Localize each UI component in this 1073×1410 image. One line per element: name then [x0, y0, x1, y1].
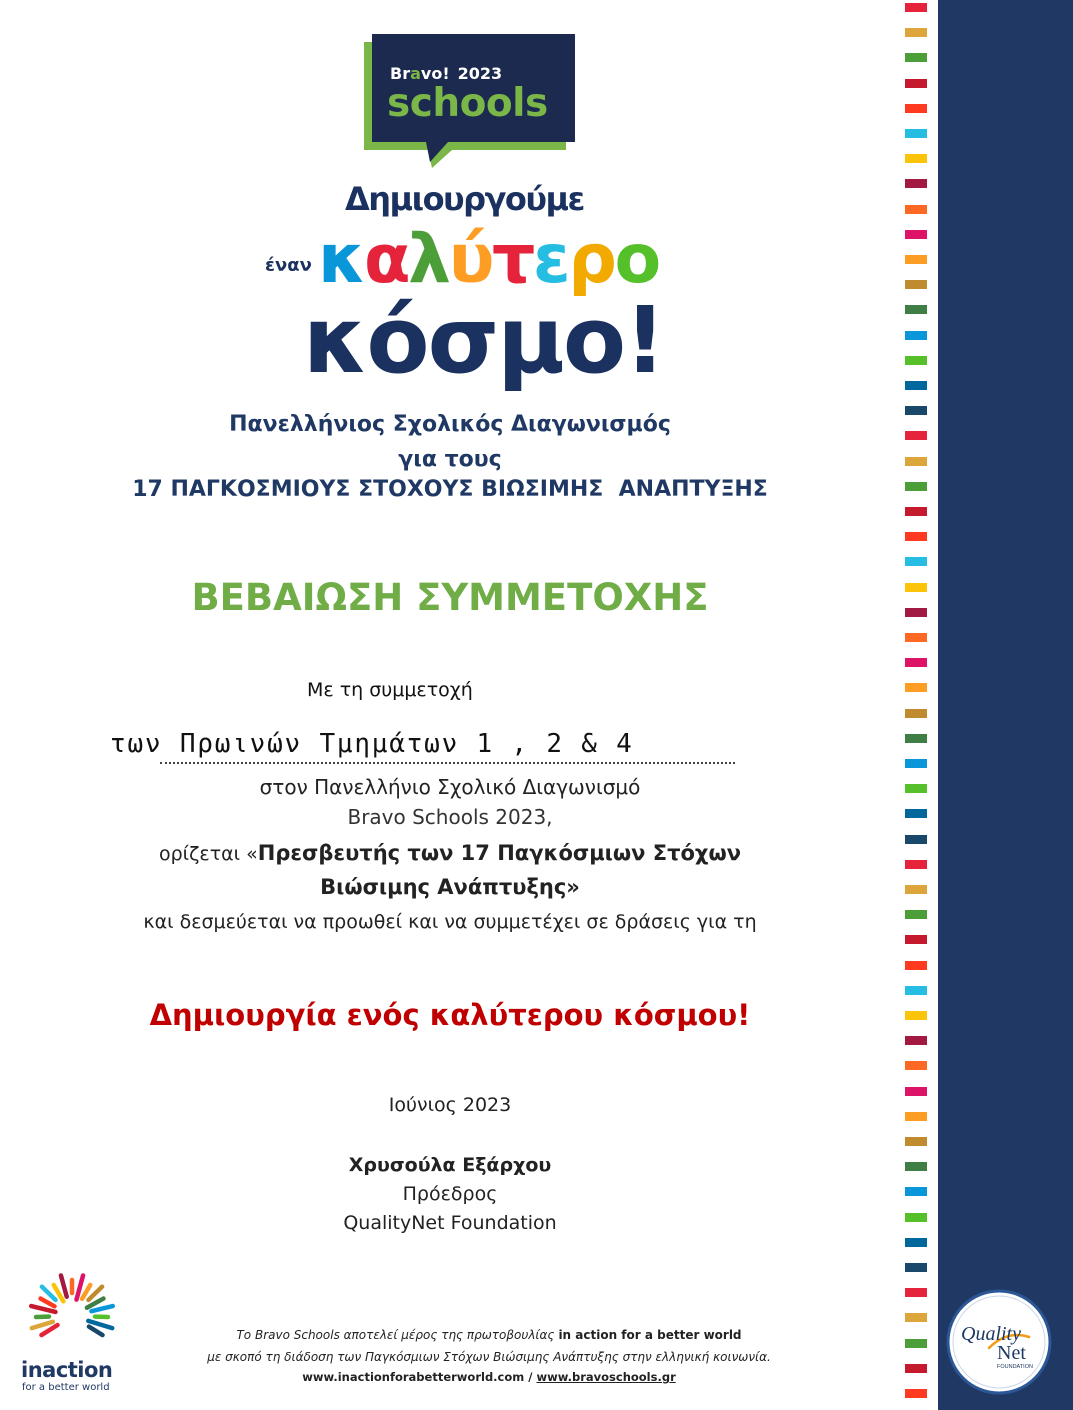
sdg-stripe [905, 557, 927, 566]
footer-link-inaction[interactable]: www.inactionforabetterworld.com [302, 1370, 525, 1384]
footer-link-bravoschools[interactable]: www.bravoschools.gr [536, 1370, 676, 1384]
better-word-letter: λ [408, 220, 449, 299]
better-word-letter: α [363, 220, 409, 299]
commitment-text: και δεσμεύεται να προωθεί και να συμμετέχει σε δράσεις για τη [143, 911, 757, 933]
in-competition-text: στον Πανελλήνιο Σχολικό Διαγωνισμό [259, 775, 641, 799]
sdg-stripe [905, 633, 927, 642]
logo-year: 2023 [457, 64, 503, 83]
sdg-stripe [905, 1036, 927, 1045]
sdg-stripe [905, 129, 927, 138]
sdg-stripe [905, 759, 927, 768]
signatory-organization: QualityNet Foundation [343, 1212, 557, 1234]
sdg-stripe [905, 784, 927, 793]
certificate-date: Ιούνιος 2023 [388, 1094, 512, 1116]
inaction-logo-word: inaction [21, 1358, 113, 1382]
better-word-letter: τ [491, 220, 533, 299]
sdg-stripe [905, 457, 927, 466]
logo-brand-a: a [410, 64, 421, 83]
sdg-stripe [905, 1187, 927, 1196]
better-word-letter: κ [318, 220, 364, 299]
sdg-stripe [905, 1061, 927, 1070]
sdg-stripe [905, 1313, 927, 1322]
sdg-stripe [905, 305, 927, 314]
sdg-stripe [905, 280, 927, 289]
sdg-stripe [905, 532, 927, 541]
sdg-stripe [905, 79, 927, 88]
sdg-stripe [905, 1011, 927, 1020]
better-word-letter: ρ [568, 220, 615, 299]
sdg-stripe [905, 431, 927, 440]
better-word-letter: ο [614, 220, 659, 299]
inaction-sunburst-dash [61, 1275, 67, 1296]
sdg-stripe [905, 986, 927, 995]
with-participation-label: Με τη συμμετοχή [307, 679, 473, 701]
better-word-letter: ύ [448, 220, 492, 299]
sdg-stripe [905, 885, 927, 894]
sdg-stripe [905, 658, 927, 667]
footer-line-1-text: Το Bravo Schools αποτελεί μέρος της πρωτοβουλίας [236, 1328, 555, 1342]
designation-prefix: ορίζεται « [158, 843, 258, 865]
sdg-stripe [905, 709, 927, 718]
sdg-stripe [905, 230, 927, 239]
logo-brand-post: vo! [420, 64, 450, 83]
certificate-title: ΒΕΒΑΙΩΣΗ ΣΥΜΜΕΤΟΧΗΣ [191, 576, 709, 619]
sdg-stripe [905, 104, 927, 113]
sdg-stripe [905, 835, 927, 844]
competition-line-1: Πανελλήνιος Σχολικός Διαγωνισμός [229, 412, 671, 437]
footer-initiative: in action for a better world [558, 1328, 742, 1342]
sdg-stripe [905, 1389, 927, 1398]
sdg-stripe [905, 1213, 927, 1222]
competition-name: Bravo Schools 2023, [347, 805, 553, 829]
qualitynet-logo-net: Net [997, 1342, 1026, 1364]
sdg-stripe [905, 507, 927, 516]
sdg-stripe [905, 356, 927, 365]
signatory-role: Πρόεδρος [402, 1183, 498, 1205]
better-word-letter: ε [532, 220, 569, 299]
footer-line-1 [89, 1326, 889, 1344]
sdg-stripe [905, 583, 927, 592]
sdg-stripe [905, 910, 927, 919]
footer-line-2: με σκοπό τη διάδοση των Παγκόσμιων Στόχων Βιώσιμης Ανάπτυξης στην ελληνική κοινωνία. [207, 1350, 771, 1364]
inaction-sunburst-dash [32, 1322, 53, 1328]
inaction-logo-tagline: for a better world [22, 1382, 110, 1393]
sdg-stripe [905, 935, 927, 944]
sdg-stripe [905, 734, 927, 743]
qualitynet-logo-foundation: FOUNDATION [997, 1364, 1033, 1370]
qualitynet-logo-quality: Quality [961, 1323, 1021, 1345]
headline-create: Δημιουργούμε [345, 180, 584, 218]
sdg-stripe [905, 1137, 927, 1146]
sdg-stripe [905, 608, 927, 617]
qualitynet-foundation-logo [945, 1288, 1053, 1396]
sdg-stripe [905, 961, 927, 970]
sdg-stripe [905, 482, 927, 491]
sdg-stripe [905, 1364, 927, 1373]
inaction-sunburst-dash [91, 1306, 112, 1311]
participant-handwritten: των Πρωινών Τμημάτων 1 , 2 & 4 [110, 729, 634, 759]
sdg-stripe [905, 406, 927, 415]
competition-line-3: 17 ΠΑΓΚΟΣΜΙΟΥΣ ΣΤΟΧΟΥΣ ΒΙΩΣΙΜΗΣ ΑΝΑΠΤΥΞΗΣ [132, 477, 768, 502]
sdg-stripe [905, 1087, 927, 1096]
headline-world: κόσμο! [303, 287, 665, 394]
designation-title-1: Πρεσβευτής των 17 Παγκόσμιων Στόχων [257, 841, 742, 865]
sdg-stripe [905, 381, 927, 390]
sdg-stripe [905, 809, 927, 818]
sdg-stripe [905, 860, 927, 869]
footer-link-separator: / [524, 1370, 537, 1384]
sdg-stripe [905, 1288, 927, 1297]
navy-side-panel [938, 0, 1073, 1410]
designation-title-2: Βιώσιμης Ανάπτυξης» [320, 875, 580, 899]
sdg-stripe [905, 3, 927, 12]
sdg-stripe [905, 53, 927, 62]
sdg-stripe [905, 205, 927, 214]
sdg-stripe [905, 1238, 927, 1247]
competition-line-2: για τους [398, 447, 502, 472]
footer-links [89, 1368, 889, 1386]
sdg-stripe [905, 179, 927, 188]
sdg-stripe [905, 1112, 927, 1121]
sdg-stripe [905, 154, 927, 163]
participant-dotted-line [160, 762, 735, 764]
sdg-stripe [905, 1162, 927, 1171]
headline-prefix: έναν [265, 255, 312, 276]
sdg-stripe [905, 255, 927, 264]
sdg-stripe [905, 683, 927, 692]
logo-schools-word: schools [387, 81, 548, 126]
sdg-stripe [905, 1339, 927, 1348]
logo-brand-pre: Br [390, 64, 411, 83]
inaction-sunburst-icon [18, 1270, 128, 1360]
designation-line [0, 839, 900, 868]
sdg-color-stripes [905, 0, 927, 1410]
signatory-name: Χρυσούλα Εξάρχου [348, 1154, 552, 1176]
slogan: Δημιουργία ενός καλύτερου κόσμου! [149, 998, 751, 1032]
sdg-stripe [905, 1263, 927, 1272]
sdg-stripe [905, 28, 927, 37]
sdg-stripe [905, 331, 927, 340]
